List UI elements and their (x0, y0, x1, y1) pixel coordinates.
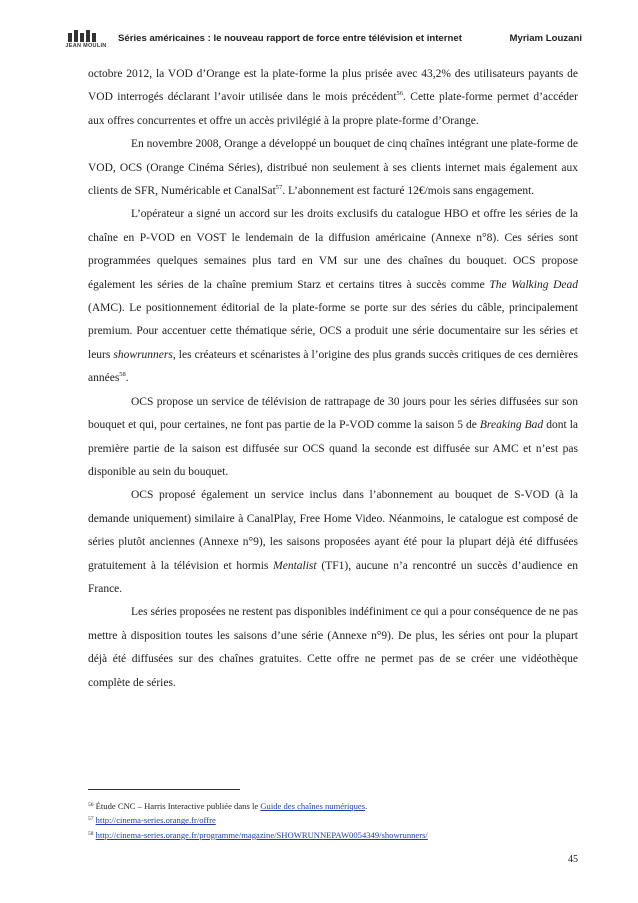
footnotes (88, 799, 588, 842)
running-author: Myriam Louzani (509, 33, 582, 44)
logo-mark-icon (68, 30, 100, 42)
series-title: Mentalist (273, 559, 317, 572)
footnote (88, 828, 588, 842)
jean-moulin-logo (62, 30, 110, 52)
page-header (62, 30, 582, 52)
footnote-ref[interactable]: 57 (275, 184, 283, 192)
paragraph: L’opérateur a signé un accord sur les droits exclusifs du catalogue HBO et offre les séries de la chaîne en P-VOD en VOST le lendemain de la diffusion américaine (Annexe n°8). Ces séries sont programmées quelques semaines plus tard en VM sur une des chaînes du bouquet. OCS propose également les séries de la chaîne premium Starz et certains titres à succès comme The Walking Dead (AMC). Le positionnement éditorial de la plate-forme se porte sur des séries du câble, principalement premium. Pour accentuer cette thématique série, OCS a produit une série documentaire sur les séries et leurs showrunners, les créateurs et scénaristes à l’origine des plus grands succès critiques de ces dernières années$^{58}$. (88, 208, 579, 385)
footnote-link[interactable]: http://cinema-series.orange.fr/offre (95, 815, 216, 826)
body-text (88, 63, 578, 695)
paragraph: Les séries proposées ne restent pas disponibles indéfiniment ce qui a pour conséquence de ne pas mettre à disposition toutes les saisons d’une série (Annexe n°9). De plus, les séries ont pour la plupart déjà été diffusées sur des chaînes gratuites. Cette offre ne permet pas de se créer une vidéothèque complète de séries. (88, 606, 578, 689)
footnote: $^{56}$ Étude CNC – Harris Interactive publiée dans le Guide des chaînes numériques. (88, 801, 368, 811)
page-number: 45 (568, 854, 578, 865)
emphasis: showrunners (113, 348, 173, 361)
series-title: Breaking Bad (479, 419, 544, 432)
paragraph: OCS propose un service de télévision de rattrapage de 30 jours pour les séries diffusées sur son bouquet et qui, pour certaines, ne font pas partie de la P-VOD comme la saison 5 de Breaking Bad dont la première partie de la saison est diffusée sur OCS quand la seconde est diffusée sur AMC et n’est pas disponible au sein du bouquet. (88, 395, 578, 478)
footnote-number: 58 (88, 830, 94, 837)
footnote-ref[interactable]: 56 (396, 90, 404, 98)
paragraph: OCS proposé également un service inclus dans l’abonnement au bouquet de S-VOD (à la demande uniquement) similaire à CanalPlay, Free Home Video. Néanmoins, le catalogue est composé de séries plutôt anciennes (Annexe n°9), les saisons proposées ayant été pour la plupart déjà été diffusées gratuitement à la télévision et hormis Mentalist (TF1), aucune n’a rencontré un succès d’audience en France. (88, 489, 578, 595)
footnote-ref[interactable]: 58 (119, 371, 126, 379)
logo-text: JEAN MOULIN (65, 43, 107, 49)
footnote (88, 813, 588, 827)
footnote-number: 56 (88, 802, 94, 808)
footnote-link[interactable]: http://cinema-series.orange.fr/programme/magazine/SHOWRUNNEPAW0054349/showrunners/ (95, 829, 428, 840)
paragraph: En novembre 2008, Orange a développé un bouquet de cinq chaînes intégrant une plate-forme de VOD, OCS (Orange Cinéma Séries), distribué non seulement à ses clients internet mais également aux clients de SFR, Numéricable et CanalSat$^{57}$. L’abonnement est facturé 12€/mois sans engagement. (88, 138, 578, 198)
running-title: Séries américaines : le nouveau rapport de force entre télévision et internet (118, 33, 462, 44)
footnote-divider (88, 789, 240, 790)
series-title: The Walking Dead (489, 278, 578, 291)
paragraph: octobre 2012, la VOD d’Orange est la plate-forme la plus prisée avec 43,2% des utilisateurs payants de VOD interrogés déclarant l’avoir utilisée dans le mois précédent$^{56}$. Cette plate-forme permet d’accéder aux offres concurrentes et offre un accès privilégié à la propre plate-forme d’Orange. (88, 68, 578, 127)
footnote-number: 57 (88, 816, 94, 823)
footnote-link[interactable]: Guide des chaînes numériques (260, 801, 366, 811)
